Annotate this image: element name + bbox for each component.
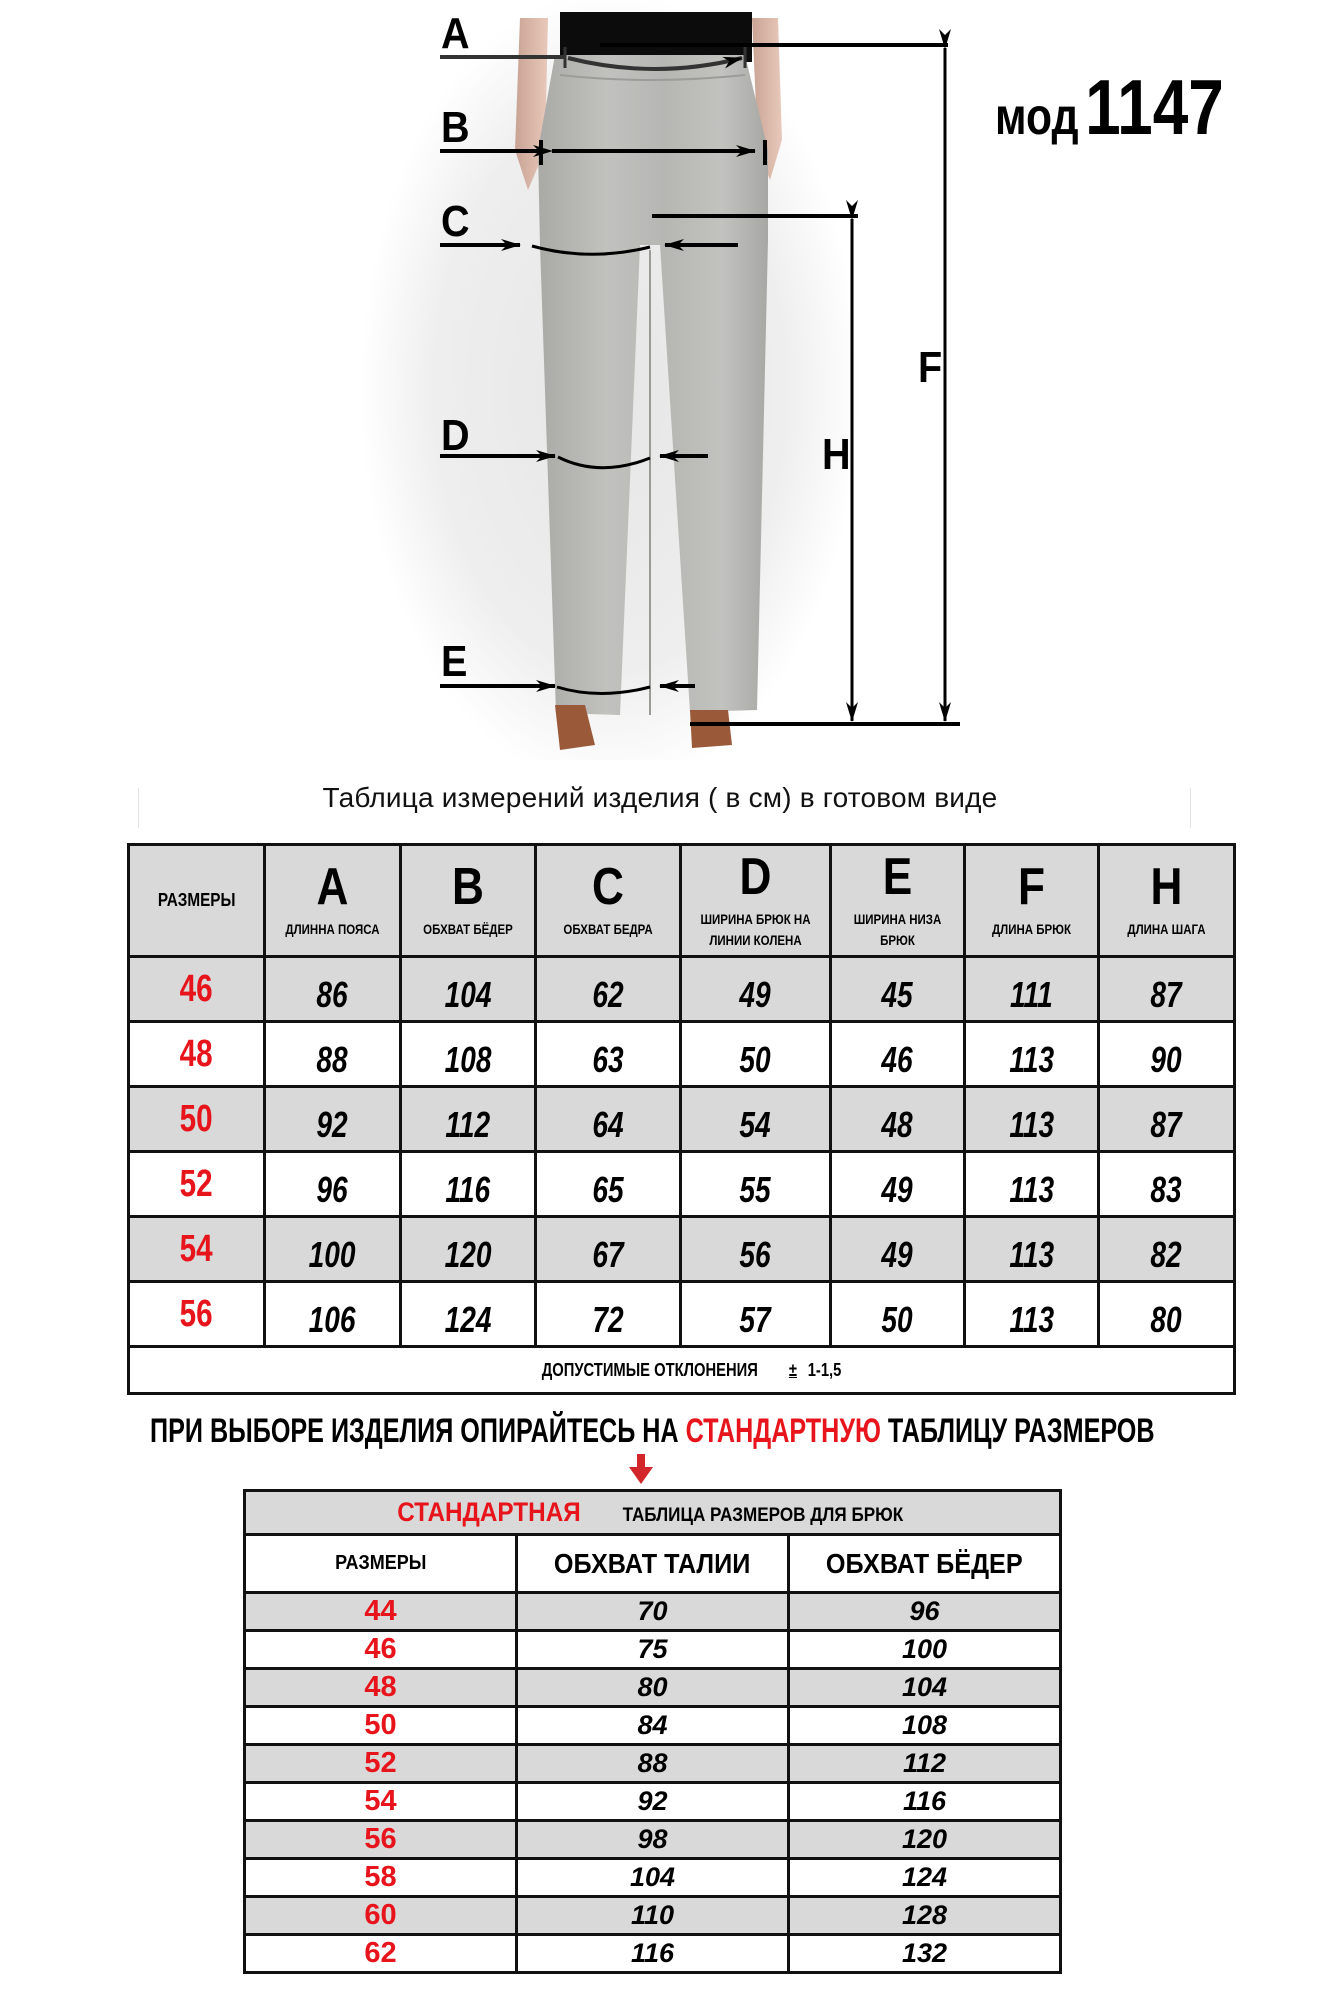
std-header-sizes: РАЗМЕРЫ: [245, 1535, 517, 1593]
measurement-cell: 50: [681, 1022, 831, 1087]
table-row: [129, 1152, 1235, 1217]
std-header-waist: ОБХВАТ ТАЛИИ: [517, 1535, 789, 1593]
measurement-cell: 45: [831, 957, 965, 1022]
size-cell: 46: [245, 1631, 517, 1669]
waist-cell: 80: [517, 1669, 789, 1707]
waist-cell: 92: [517, 1783, 789, 1821]
table-row: [245, 1631, 1061, 1669]
measurement-cell: 64: [536, 1087, 681, 1152]
measurement-cell: 113: [965, 1152, 1099, 1217]
measurement-cell: 62: [536, 957, 681, 1022]
standard-size-table: [243, 1489, 1062, 1974]
measurement-cell: 48: [831, 1087, 965, 1152]
table-row: [129, 1022, 1235, 1087]
header-col-a: A ДЛИННА ПОЯСА: [265, 845, 401, 957]
tolerance-row: [129, 1347, 1235, 1394]
table-row: [245, 1783, 1061, 1821]
size-cell: 50: [245, 1707, 517, 1745]
measurement-cell: 92: [265, 1087, 401, 1152]
measurement-cell: 96: [265, 1152, 401, 1217]
measurement-cell: 113: [965, 1087, 1099, 1152]
measurement-cell: 113: [965, 1217, 1099, 1282]
title-divider-right: [1190, 788, 1191, 828]
header-sizes: РАЗМЕРЫ: [129, 845, 265, 957]
hips-cell: 128: [789, 1897, 1061, 1935]
measurement-cell: 113: [965, 1282, 1099, 1347]
measurement-cell: 49: [831, 1152, 965, 1217]
measurement-cell: 116: [401, 1152, 536, 1217]
measurement-cell: 67: [536, 1217, 681, 1282]
size-cell: 62: [245, 1935, 517, 1973]
right-sandal: [690, 710, 732, 748]
waist-cell: 84: [517, 1707, 789, 1745]
size-cell: 48: [129, 1022, 265, 1087]
measurement-cell: 88: [265, 1022, 401, 1087]
measurement-cell: 49: [831, 1217, 965, 1282]
down-arrow-icon: [629, 1454, 653, 1484]
measurement-table-title: Таблица измерений изделия ( в см) в готовом виде: [322, 782, 998, 813]
size-cell: 52: [245, 1745, 517, 1783]
hips-cell: 132: [789, 1935, 1061, 1973]
measurement-cell: 120: [401, 1217, 536, 1282]
measurement-cell: 108: [401, 1022, 536, 1087]
hips-cell: 124: [789, 1859, 1061, 1897]
header-col-e: E ШИРИНА НИЗА БРЮК: [831, 845, 965, 957]
table-row: [245, 1897, 1061, 1935]
measurement-cell: 83: [1099, 1152, 1235, 1217]
measurement-cell: 112: [401, 1087, 536, 1152]
hips-cell: 108: [789, 1707, 1061, 1745]
header-col-d: D ШИРИНА БРЮК НА ЛИНИИ КОЛЕНА: [681, 845, 831, 957]
header-col-h: H ДЛИНА ШАГА: [1099, 845, 1235, 957]
measurement-cell: 56: [681, 1217, 831, 1282]
advice-highlight: СТАНДАРТНУЮ: [685, 1412, 881, 1450]
size-cell: 54: [245, 1783, 517, 1821]
header-col-f: F ДЛИНА БРЮК: [965, 845, 1099, 957]
standard-table-header-row: [245, 1535, 1061, 1593]
header-col-c: C ОБХВАТ БЕДРА: [536, 845, 681, 957]
size-cell: 54: [129, 1217, 265, 1282]
model-number: 1147: [1085, 63, 1224, 151]
measurement-cell: 57: [681, 1282, 831, 1347]
hips-cell: 116: [789, 1783, 1061, 1821]
black-top: [560, 12, 752, 62]
hips-cell: 120: [789, 1821, 1061, 1859]
table-row: [129, 1282, 1235, 1347]
measurement-cell: 55: [681, 1152, 831, 1217]
size-cell: 44: [245, 1593, 517, 1631]
waist-cell: 88: [517, 1745, 789, 1783]
measurement-cell: 82: [1099, 1217, 1235, 1282]
waist-cell: 110: [517, 1897, 789, 1935]
model-prefix: мод: [995, 88, 1079, 146]
label-d: D: [441, 411, 470, 460]
measurement-cell: 113: [965, 1022, 1099, 1087]
size-cell: 46: [129, 957, 265, 1022]
waist-cell: 98: [517, 1821, 789, 1859]
measurement-cell: 72: [536, 1282, 681, 1347]
table-row: [129, 1217, 1235, 1282]
measurement-cell: 65: [536, 1152, 681, 1217]
size-cell: 50: [129, 1087, 265, 1152]
table-row: [245, 1859, 1061, 1897]
measurement-cell: 54: [681, 1087, 831, 1152]
measurement-cell: 104: [401, 957, 536, 1022]
measurement-cell: 111: [965, 957, 1099, 1022]
measurement-cell: 90: [1099, 1022, 1235, 1087]
hips-cell: 96: [789, 1593, 1061, 1631]
label-e: E: [441, 637, 468, 686]
measurement-cell: 86: [265, 957, 401, 1022]
table-row: [245, 1669, 1061, 1707]
size-cell: 60: [245, 1897, 517, 1935]
measurement-table: [127, 843, 1236, 1395]
model-label: [995, 62, 1224, 153]
measurement-cell: 80: [1099, 1282, 1235, 1347]
measurement-cell: 87: [1099, 957, 1235, 1022]
standard-table-caption-row: [245, 1491, 1061, 1535]
waist-cell: 116: [517, 1935, 789, 1973]
hips-cell: 112: [789, 1745, 1061, 1783]
product-figure: [0, 0, 1333, 760]
header-col-b: B ОБХВАТ БЁДЕР: [401, 845, 536, 957]
measurement-cell: 100: [265, 1217, 401, 1282]
table-row: [129, 957, 1235, 1022]
advice-text: ПРИ ВЫБОРЕ ИЗДЕЛИЯ ОПИРАЙТЕСЬ НА СТАНДАРТНУЮ ТАБЛИЦУ РАЗМЕРОВ: [150, 1412, 1155, 1450]
table-row: [245, 1745, 1061, 1783]
size-cell: 56: [245, 1821, 517, 1859]
std-header-hips: ОБХВАТ БЁДЕР: [789, 1535, 1061, 1593]
waist-cell: 75: [517, 1631, 789, 1669]
measurement-cell: 50: [831, 1282, 965, 1347]
table-row: [245, 1707, 1061, 1745]
standard-table-caption: СТАНДАРТНАЯ ТАБЛИЦА РАЗМЕРОВ ДЛЯ БРЮК: [245, 1491, 1061, 1535]
table-row: [245, 1935, 1061, 1973]
label-h: H: [822, 430, 851, 479]
label-f: F: [918, 343, 943, 392]
waist-cell: 104: [517, 1859, 789, 1897]
size-cell: 48: [245, 1669, 517, 1707]
size-cell: 56: [129, 1282, 265, 1347]
label-a: A: [441, 9, 470, 58]
hips-cell: 104: [789, 1669, 1061, 1707]
measurement-cell: 87: [1099, 1087, 1235, 1152]
measurement-cell: 106: [265, 1282, 401, 1347]
size-cell: 58: [245, 1859, 517, 1897]
size-cell: 52: [129, 1152, 265, 1217]
measurement-cell: 49: [681, 957, 831, 1022]
waist-cell: 70: [517, 1593, 789, 1631]
hips-cell: 100: [789, 1631, 1061, 1669]
label-c: C: [441, 197, 470, 246]
tolerance-note: ДОПУСТИМЫЕ ОТКЛОНЕНИЯ ± 1-1,5: [129, 1347, 1235, 1394]
measurement-cell: 46: [831, 1022, 965, 1087]
table-row: [245, 1593, 1061, 1631]
measurement-cell: 124: [401, 1282, 536, 1347]
measurement-cell: 63: [536, 1022, 681, 1087]
table-row: [129, 1087, 1235, 1152]
label-b: B: [441, 103, 470, 152]
measurement-header-row: [129, 845, 1235, 957]
table-row: [245, 1821, 1061, 1859]
